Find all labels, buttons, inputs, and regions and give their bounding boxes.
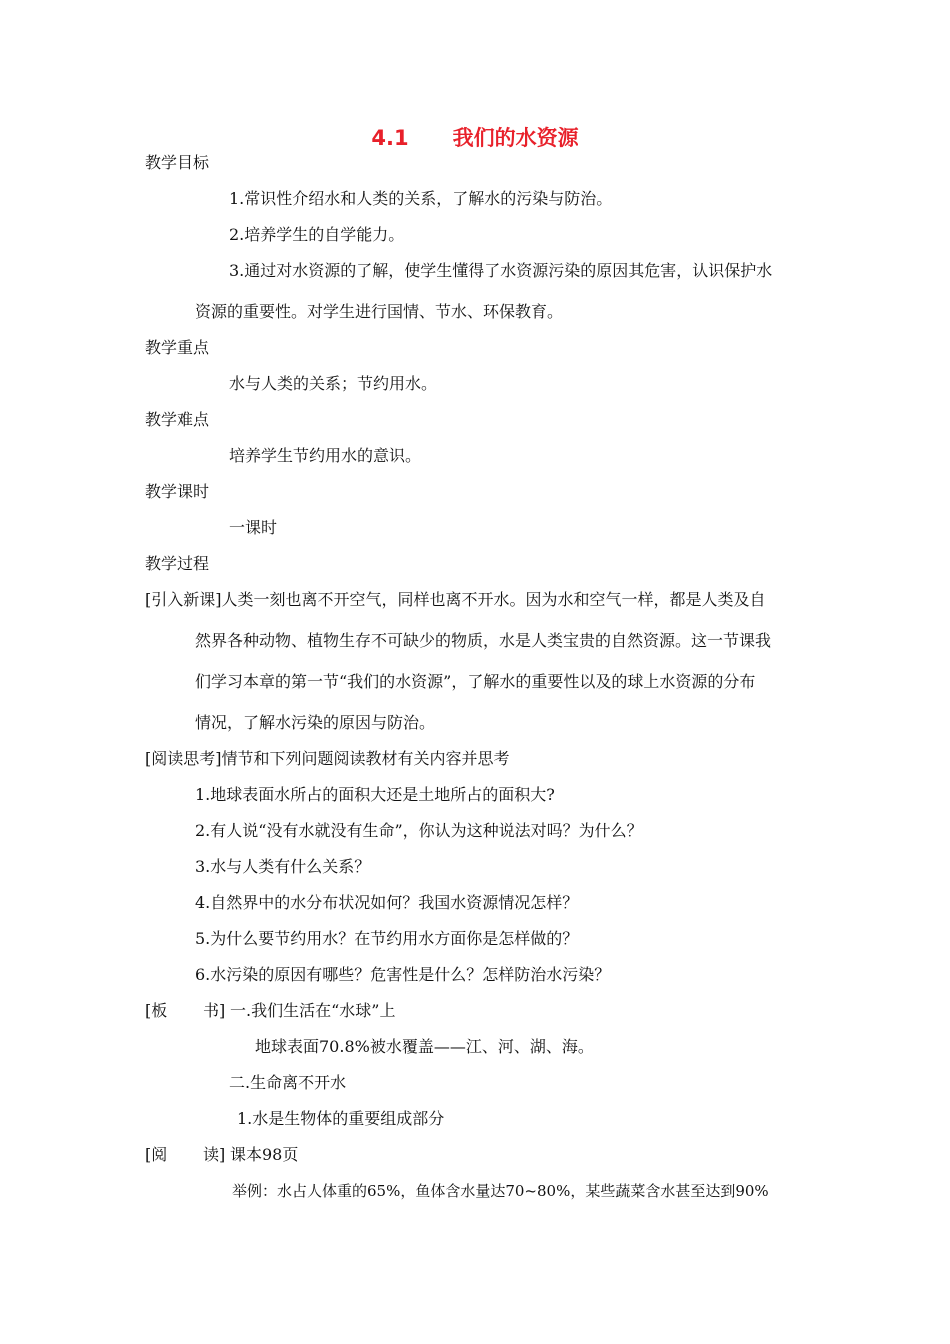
read-text: 课本98页: [230, 1145, 299, 1164]
difficulty-heading: 教学难点: [145, 410, 210, 429]
goal-3-line-2: 资源的重要性。对学生进行国情、节水、环保教育。: [195, 302, 564, 321]
board-line-1: 一.我们生活在“水球”上: [230, 1001, 396, 1020]
question-3: 3.水与人类有什么关系？: [195, 857, 371, 876]
board-tag-close: 书]: [203, 1001, 226, 1020]
key-text: 水与人类的关系；节约用水。: [229, 374, 438, 393]
hours-text: 一课时: [229, 518, 278, 537]
intro-line-4: 情况，了解水污染的原因与防治。: [195, 713, 436, 732]
read-tag-close: 读]: [203, 1145, 226, 1164]
question-5: 5.为什么要节约用水？在节约用水方面你是怎样做的？: [195, 929, 579, 948]
board-line-4: 1.水是生物体的重要组成部分: [237, 1109, 445, 1128]
question-2: 2.有人说“没有水就没有生命”，你认为这种说法对吗？为什么？: [195, 821, 643, 840]
key-heading: 教学重点: [145, 338, 210, 357]
goal-2: 2.培养学生的自学能力。: [229, 225, 405, 244]
question-4: 4.自然界中的水分布状况如何？我国水资源情况怎样？: [195, 893, 579, 912]
read-example: 举例：水占人体重的65%，鱼体含水量达70~80%，某些蔬菜含水甚至达到90%: [232, 1182, 769, 1200]
process-heading: 教学过程: [145, 554, 210, 573]
difficulty-text: 培养学生节约用水的意识。: [229, 446, 422, 465]
hours-heading: 教学课时: [145, 482, 210, 501]
board-line-3: 二.生命离不开水: [229, 1073, 347, 1092]
intro-line-3: 们学习本章的第一节“我们的水资源”，了解水的重要性以及的球上水资源的分布: [195, 672, 756, 691]
intro-line-2: 然界各种动物、植物生存不可缺少的物质，水是人类宝贵的自然资源。这一节课我: [195, 631, 772, 650]
goal-1: 1.常识性介绍水和人类的关系，了解水的污染与防治。: [229, 189, 613, 208]
question-6: 6.水污染的原因有哪些？危害性是什么？怎样防治水污染？: [195, 965, 611, 984]
read-tag-open: [阅: [145, 1145, 168, 1164]
title-number: 4.1: [371, 126, 409, 150]
reading-heading: [阅读思考]情节和下列问题阅读教材有关内容并思考: [145, 749, 510, 768]
board-line-2: 地球表面70.8%被水覆盖——江、河、湖、海。: [255, 1037, 594, 1056]
goal-3-line-1: 3.通过对水资源的了解，使学生懂得了水资源污染的原因其危害，认识保护水: [229, 261, 773, 280]
question-1: 1.地球表面水所占的面积大还是土地所占的面积大?: [195, 785, 555, 804]
goals-heading: 教学目标: [145, 153, 210, 172]
intro-line-1: [引入新课]人类一刻也离不开空气，同样也离不开水。因为水和空气一样，都是人类及自: [145, 590, 766, 609]
board-tag-open: [板: [145, 1001, 168, 1020]
title-text: 我们的水资源: [452, 126, 579, 150]
document-title: [0, 122, 950, 152]
